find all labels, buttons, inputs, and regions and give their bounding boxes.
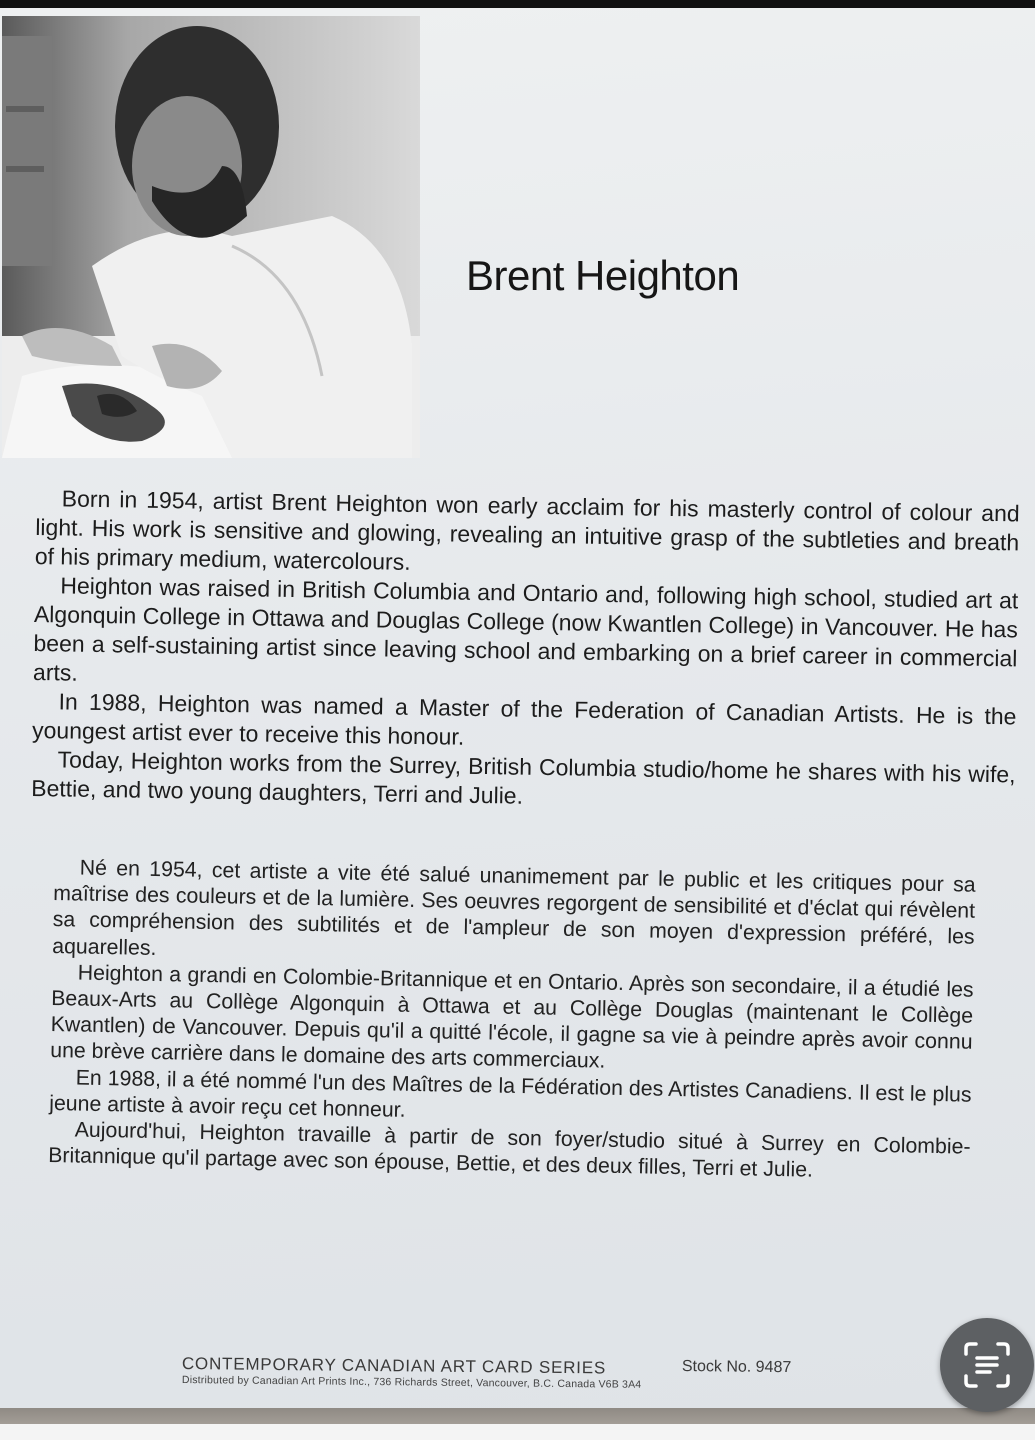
artist-photo [2,16,420,458]
series-title: CONTEMPORARY CANADIAN ART CARD SERIES [181,1354,607,1378]
scan-text-button[interactable] [940,1318,1034,1412]
top-edge [0,0,1035,8]
bio-en-paragraph: Today, Heighton works from the Surrey, British Columbia studio/home he shares with his wife, Bettie, and two young daughters, Terri and Julie. [31,746,1016,809]
bio-en-paragraph: Born in 1954, artist Brent Heighton won early acclaim for his masterly control of colour and light. His work is sensitive and glowing, revealing an intuitive grasp of the subtleties and breath of his primary medium, watercolours. [34,485,1020,575]
bottom-edge [0,1424,1035,1440]
artist-name: Brent Heighton [466,252,740,299]
distributor-line: Distributed by Canadian Art Prints Inc., 736 Richards Street, Vancouver, B.C. Canada V6B 3A4 [181,1374,642,1391]
bio-english [31,484,1020,818]
bio-en-paragraph: In 1988, Heighton was named a Master of the Federation of Canadian Artists. He is the youngest artist ever to receive this honour. [31,688,1017,750]
bio-fr-paragraph: En 1988, il a été nommé l'un des Maîtres de la Fédération des Artistes Canadiens. Il est le plus jeune artiste à avoir reçu cet honneur. [48,1065,972,1122]
stock-number: Stock No. 9487 [681,1358,792,1377]
bio-en-paragraph: Heighton was raised in British Columbia and Ontario and, following high school, studied art at Algonquin College in Ottawa and Douglas College (now Kwantlen College) in Vancouver. He has been a self-sustaining artist since leaving school and embarking on a brief career in commercial arts. [32,572,1019,686]
bio-fr-paragraph: Heighton a grandi en Colombie-Britannique et en Ontario. Après son secondaire, il a étudié les Beaux-Arts au Collège Algonquin à Ottawa et au Collège Douglas (maintenant le Collège Kwantlen) de Vancouver. Depuis qu'il a quitté l'école, il gagne sa vie à peindre après avoir connu une brève carrière dans le domaine des arts commerciaux. [49,960,974,1074]
bio-french [48,854,976,1186]
bio-fr-paragraph: Né en 1954, cet artiste a vite été salué unanimement par le public et les critiques pour sa maîtrise des couleurs et de la lumière. Ses oeuvres regorgent de sensibilité et d'éclat qui révèlent sa compréhension des subtilités et de l'ampleur de son moyen d'expression préféré, les aquarelles. [52,855,976,960]
bio-fr-paragraph: Aujourd'hui, Heighton travaille à partir de son foyer/studio situé à Surrey en Colombie-Britannique qu'il partage avec son épouse, Bettie, et des deux filles, Terri et Julie. [47,1117,971,1182]
art-card [0,8,1035,1408]
scan-text-icon [962,1340,1012,1390]
